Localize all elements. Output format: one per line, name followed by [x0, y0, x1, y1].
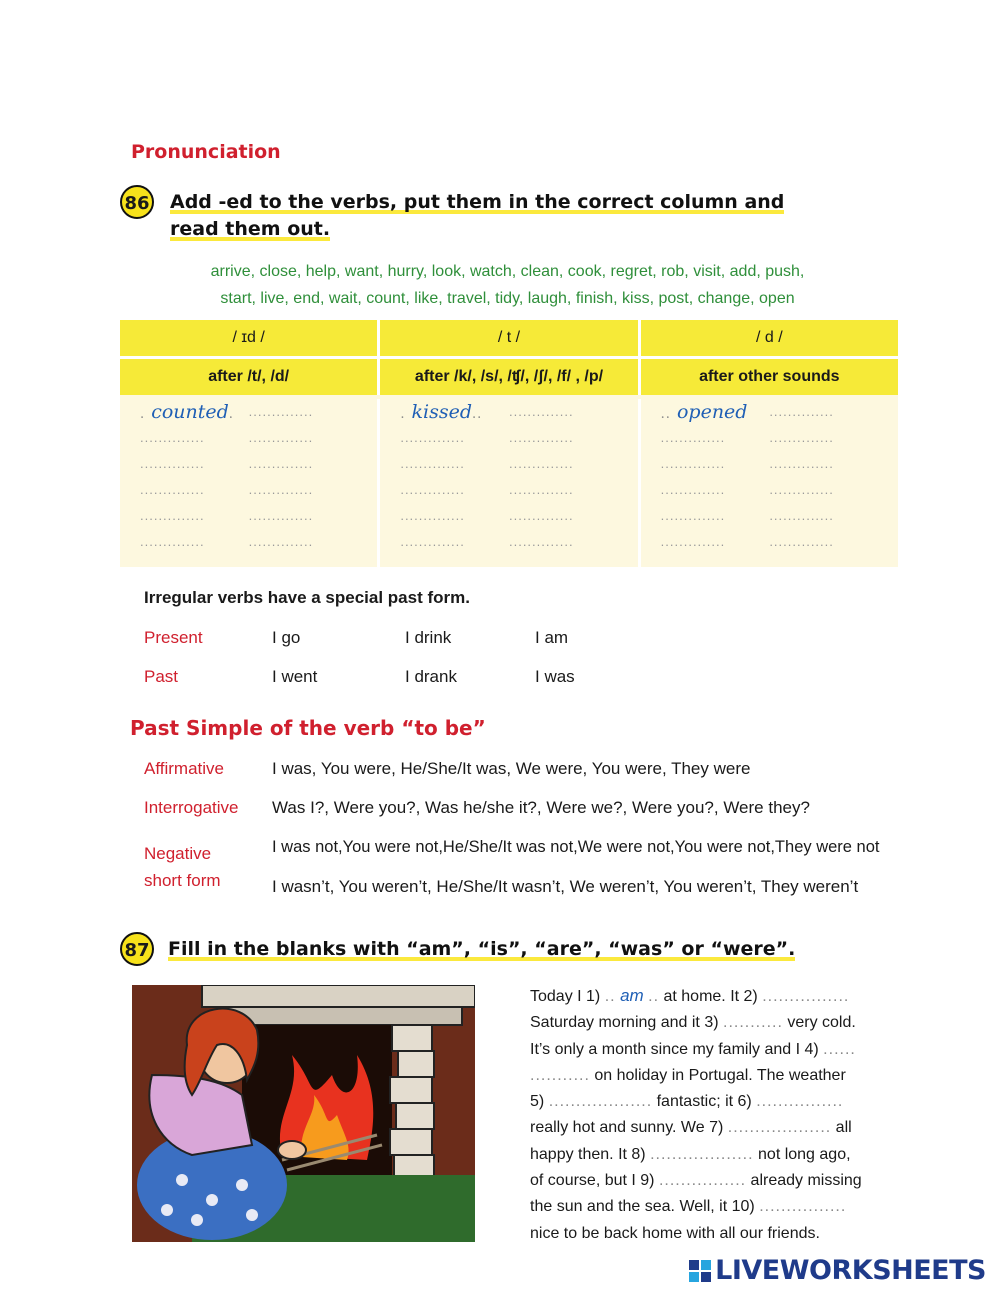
- instruction-line-1: Add -ed to the verbs, put them in the correct column and: [170, 191, 785, 213]
- blank[interactable]: ..............: [769, 456, 834, 471]
- story-text: not long ago,: [758, 1145, 851, 1163]
- fill-in-text: Today I 1) .. am .. at home. It 2) ................ Saturday morning and it 3) ........... very cold. It’s only a month since my family and I 4) ...... ........... on holiday in Portugal. The weather 5) ................... fantastic; it 6) ................ really hot and sunny. We 7) ................... all happy then. It 8) ................... not long ago, of course, but I 9) ................ already missing the sun and the sea. Well, it 10) ................ nice to be back home with all our friends.: [530, 986, 862, 1242]
- example-answer[interactable]: . counted.: [140, 401, 234, 423]
- blank[interactable]: ..............: [248, 482, 314, 497]
- blank[interactable]: ..............: [660, 534, 726, 549]
- negative-text: I was not,You were not,He/She/It was not,We were not,You were not,They were not: [272, 838, 880, 856]
- story-text: Saturday morning and it 3): [530, 1014, 719, 1032]
- story-text: on holiday in Portugal. The weather: [594, 1066, 846, 1084]
- short-form-label: short form: [144, 871, 221, 890]
- section-title: Pronunciation: [131, 141, 281, 163]
- story-text: already missing: [750, 1172, 862, 1190]
- blank[interactable]: ..............: [660, 456, 726, 471]
- blank[interactable]: ..............: [140, 534, 205, 549]
- blank[interactable]: ..............: [508, 430, 574, 445]
- interrogative-label: Interrogative: [144, 798, 239, 817]
- instruction-line-2: read them out.: [170, 218, 331, 240]
- blank[interactable]: ..............: [769, 404, 834, 419]
- present-form: I am: [535, 628, 569, 647]
- past-form: I went: [272, 667, 318, 686]
- symbol-id: / ɪd /: [120, 320, 380, 356]
- blank[interactable]: ..............: [400, 482, 465, 497]
- blank-2[interactable]: ................: [762, 988, 850, 1005]
- blank[interactable]: ..............: [508, 482, 574, 497]
- story-text: at home. It 2): [663, 988, 758, 1005]
- column-id: [120, 399, 380, 567]
- blank[interactable]: ..............: [248, 508, 314, 523]
- blank[interactable]: ..............: [660, 482, 726, 497]
- blank[interactable]: ..............: [248, 534, 314, 549]
- to-be-title: Past Simple of the verb “to be”: [130, 716, 486, 740]
- short-form-text: I wasn’t, You weren’t, He/She/It wasn’t, We weren’t, You weren’t, They weren’t: [272, 877, 859, 896]
- past-form: I drank: [405, 667, 457, 686]
- rule-d: after other sounds: [699, 368, 840, 385]
- blank[interactable]: ..............: [769, 534, 834, 549]
- exercise-86-instruction: [170, 189, 784, 243]
- rule-t: after /k/, /s/, /ʧ/, /ʃ/, /f/ , /p/: [380, 359, 640, 395]
- blank[interactable]: ..............: [508, 508, 574, 523]
- brand-name: LIVEWORKSHEETS: [715, 1255, 986, 1286]
- rule-row: [120, 359, 898, 395]
- column-t: [380, 399, 640, 567]
- symbol-t: / t /: [380, 320, 640, 356]
- irregular-title: Irregular verbs have a special past form.: [144, 588, 470, 607]
- blank[interactable]: ..............: [400, 430, 465, 445]
- blank[interactable]: ..............: [769, 508, 834, 523]
- verb-list-line-1: arrive, close, help, want, hurry, look, watch, clean, cook, regret, rob, visit, add, push,: [210, 263, 805, 280]
- example-answer[interactable]: . kissed..: [400, 401, 483, 423]
- answer-1[interactable]: am: [620, 986, 644, 1005]
- example-answer[interactable]: .. opened: [660, 401, 748, 423]
- verb-list-line-2: start, live, end, wait, count, like, travel, tidy, laugh, finish, kiss, post, change, open: [220, 290, 795, 307]
- blank[interactable]: ..............: [248, 456, 314, 471]
- story-text: the sun and the sea. Well, it 10): [530, 1198, 755, 1216]
- exercise-number-86: 86: [120, 185, 154, 219]
- past-label: Past: [144, 667, 179, 686]
- blank-8[interactable]: ...................: [650, 1145, 754, 1163]
- rule-id: after /t/, /d/: [120, 359, 380, 395]
- blank[interactable]: ..............: [769, 482, 834, 497]
- affirmative-text: I was, You were, He/She/It was, We were, You were, They were: [272, 759, 751, 778]
- story-text: happy then. It 8): [530, 1145, 646, 1163]
- blank[interactable]: ..............: [248, 404, 314, 419]
- blank[interactable]: ..............: [248, 430, 314, 445]
- blank[interactable]: ..............: [140, 508, 205, 523]
- blank-7[interactable]: ...................: [727, 1119, 832, 1137]
- blank[interactable]: ..............: [508, 456, 574, 471]
- blank[interactable]: ..............: [140, 456, 205, 471]
- interrogative-text: Was I?, Were you?, Was he/she it?, Were we?, Were you?, Were they?: [272, 798, 810, 817]
- blank[interactable]: ..............: [400, 534, 465, 549]
- story-text: of course, but I 9): [530, 1172, 655, 1190]
- affirmative-label: Affirmative: [144, 759, 224, 778]
- fireplace-illustration: [132, 985, 475, 1242]
- pronunciation-table: [120, 320, 898, 567]
- present-label: Present: [144, 628, 203, 647]
- blank-4[interactable]: ......: [823, 1040, 856, 1058]
- blank[interactable]: ..............: [660, 430, 726, 445]
- brand-logo: [689, 1255, 986, 1286]
- story-text: Today I 1): [530, 988, 601, 1005]
- story-text: 5): [530, 1093, 545, 1111]
- present-form: I drink: [405, 628, 452, 647]
- blank[interactable]: ..............: [140, 430, 205, 445]
- exercise-number-87: 87: [120, 932, 154, 966]
- story-text: fantastic; it 6): [656, 1093, 752, 1111]
- blank-10[interactable]: ................: [759, 1198, 847, 1216]
- blank[interactable]: ..............: [508, 534, 574, 549]
- liveworksheets-icon: [689, 1260, 711, 1282]
- blank-5[interactable]: ...................: [548, 1093, 653, 1111]
- blank[interactable]: ..............: [400, 456, 465, 471]
- past-form: I was: [535, 667, 575, 686]
- negative-label: Negative: [144, 844, 212, 863]
- symbol-d: / d /: [755, 329, 783, 346]
- blank[interactable]: ..............: [508, 404, 574, 419]
- answer-area: [120, 395, 898, 567]
- blank-6[interactable]: ................: [756, 1093, 844, 1111]
- verb-list: [150, 258, 865, 312]
- present-form: I go: [272, 628, 301, 647]
- blank-3[interactable]: ...........: [723, 1014, 783, 1032]
- blank[interactable]: ..............: [769, 430, 834, 445]
- blank[interactable]: ..............: [400, 508, 465, 523]
- column-d: [641, 399, 898, 567]
- blank[interactable]: ..............: [660, 508, 726, 523]
- story-text: very cold.: [787, 1014, 856, 1032]
- fireplace-illustration-image: [132, 985, 475, 1242]
- symbol-row: [120, 320, 898, 356]
- story-text: It’s only a month since my family and I 4): [530, 1040, 819, 1058]
- story-text: nice to be back home with all our friends.: [530, 1224, 820, 1242]
- blank-9[interactable]: ................: [658, 1172, 747, 1190]
- blank[interactable]: ..............: [140, 482, 205, 497]
- story-text: really hot and sunny. We 7): [530, 1119, 724, 1137]
- exercise-87-instruction: Fill in the blanks with “am”, “is”, “are”, “was” or “were”.: [168, 938, 796, 960]
- story-text: all: [835, 1119, 852, 1137]
